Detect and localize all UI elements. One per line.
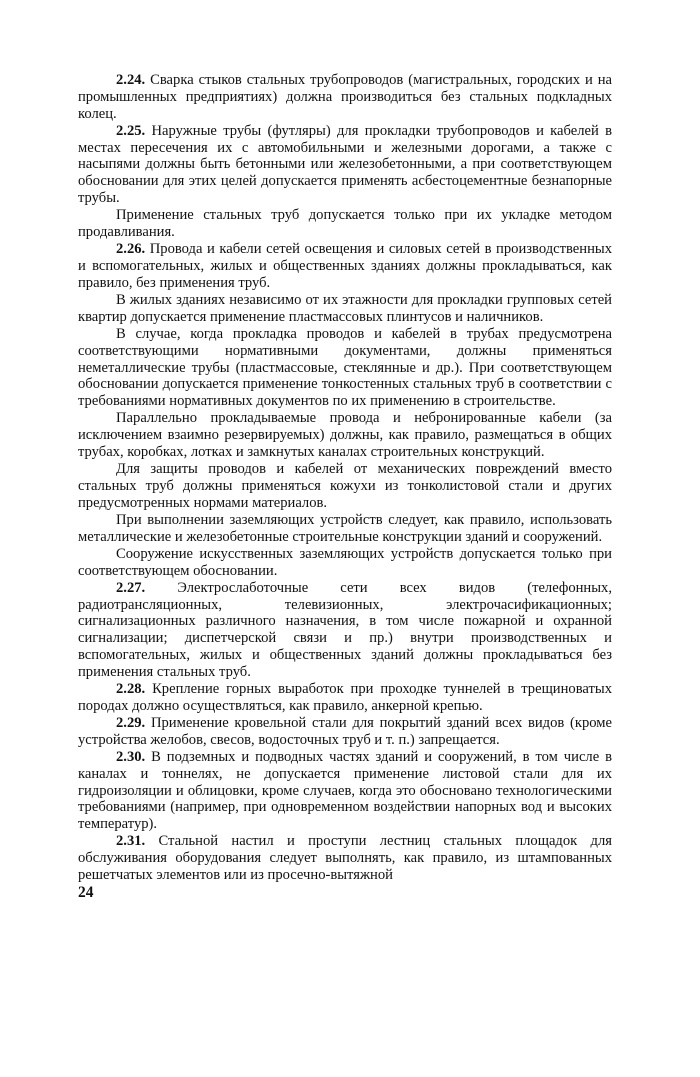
paragraph-text: В случае, когда прокладка проводов и кабелей в трубах предусмотрена соответствующими нормативными документами, должны применяться неметаллические трубы (пластмассовые, стеклянные и др.). При соответствующем обосновании допускается применение тонкостенных стальных труб в соответствии с требованиями нормативных документов по их применению в строительстве. (78, 325, 612, 410)
paragraph-2-26-protection (78, 461, 612, 511)
section-number: 2.27. (116, 579, 146, 596)
paragraph-text: Крепление горных выработок при проходке туннелей в трещиноватых породах должно осуществляться, как правило, анкерной крепью. (78, 680, 612, 714)
paragraph-2-24 (78, 72, 612, 122)
paragraph-2-28 (78, 681, 612, 715)
paragraph-2-25 (78, 123, 612, 207)
paragraph-text: Параллельно прокладываемые провода и небронированные кабели (за исключением взаимно резервируемых) должны, как правило, размещаться в общих трубах, коробках, лотках и замкнутых каналах строительных конструкций. (78, 410, 612, 460)
paragraph-2-27 (78, 580, 612, 681)
section-number: 2.29. (116, 714, 146, 731)
page-number: 24 (78, 883, 94, 901)
paragraph-2-25-steel-pipes (78, 207, 612, 241)
paragraph-text: Для защиты проводов и кабелей от механических повреждений вместо стальных труб должны применяться кожухи из тонколистовой стали и других предусмотренных нормами материалов. (78, 461, 612, 511)
section-number: 2.24. (116, 72, 146, 88)
paragraph-text: В подземных и подводных частях зданий и сооружений, в том числе в каналах и тоннелях, не допускается применение листовой стали для их гидроизоляции и облицовки, кроме случаев, когда это обосновано технологическими требованиями (например, при одновременном воздействии напорных вод и высоких температур). (78, 748, 612, 833)
paragraph-text: Сооружение искусственных заземляющих устройств допускается только при соответствующем обосновании. (78, 545, 612, 579)
paragraph-2-29 (78, 715, 612, 749)
paragraph-text: В жилых зданиях независимо от их этажности для прокладки групповых сетей квартир допускается применение пластмассовых плинтусов и наличников. (78, 291, 612, 325)
paragraph-text: Применение кровельной стали для покрытий зданий всех видов (кроме устройства желобов, свесов, водосточных труб и т. п.) запрещается. (78, 714, 613, 748)
paragraph-2-26-parallel (78, 410, 612, 460)
paragraph-2-31 (78, 833, 612, 883)
paragraph-text: Наружные трубы (футляры) для прокладки трубопроводов и кабелей в местах пересечения их с автомобильными и железными дорогами, а также с насыпями должны быть бетонными или железобетонными, а при соответствующем обосновании для этих целей допускается применять асбестоцементные безнапорные трубы. (78, 122, 612, 206)
paragraph-2-26 (78, 241, 612, 291)
paragraph-2-26-grounding (78, 512, 612, 546)
paragraph-text: Провода и кабели сетей освещения и силовых сетей в производственных и вспомогательных, жилых и общественных зданиях должны прокладываться, как правило, без применения труб. (78, 241, 612, 291)
paragraph-2-26-residential (78, 292, 612, 326)
paragraph-2-26-artificial-grounding (78, 546, 612, 580)
section-number: 2.28. (116, 680, 146, 697)
paragraph-text: Стальной настил и проступи лестниц стальных площадок для обслуживания оборудования следует выполнять, как правило, из штампованных решетчатых элементов или из просечно-вытяжной (78, 833, 612, 883)
paragraph-text: Электрослаботочные сети всех видов (телефонных, радиотрансляционных, телевизионных, электрочасификационных; сигнализационных различного назначения, в том числе пожарной и охранной сигнализации; диспетчерской связи и пр.) внутри производственных и вспомогательных, жилых и общественных зданий должны прокладываться без применения стальных труб. (78, 579, 612, 680)
section-number: 2.31. (116, 833, 146, 850)
paragraph-text: При выполнении заземляющих устройств следует, как правило, использовать металлические и железобетонные строительные конструкции зданий и сооружений. (78, 511, 612, 545)
paragraph-text: Сварка стыков стальных трубопроводов (магистральных, городских и на промышленных предприятиях) должна производиться без стальных подкладных колец. (78, 72, 612, 122)
paragraph-text: Применение стальных труб допускается только при их укладке методом продавливания. (78, 207, 612, 240)
paragraph-2-30 (78, 749, 612, 833)
section-number: 2.30. (116, 748, 146, 765)
paragraph-2-26-nonmetallic (78, 326, 612, 410)
section-number: 2.25. (116, 122, 146, 139)
section-number: 2.26. (116, 241, 146, 258)
document-page (78, 72, 612, 902)
